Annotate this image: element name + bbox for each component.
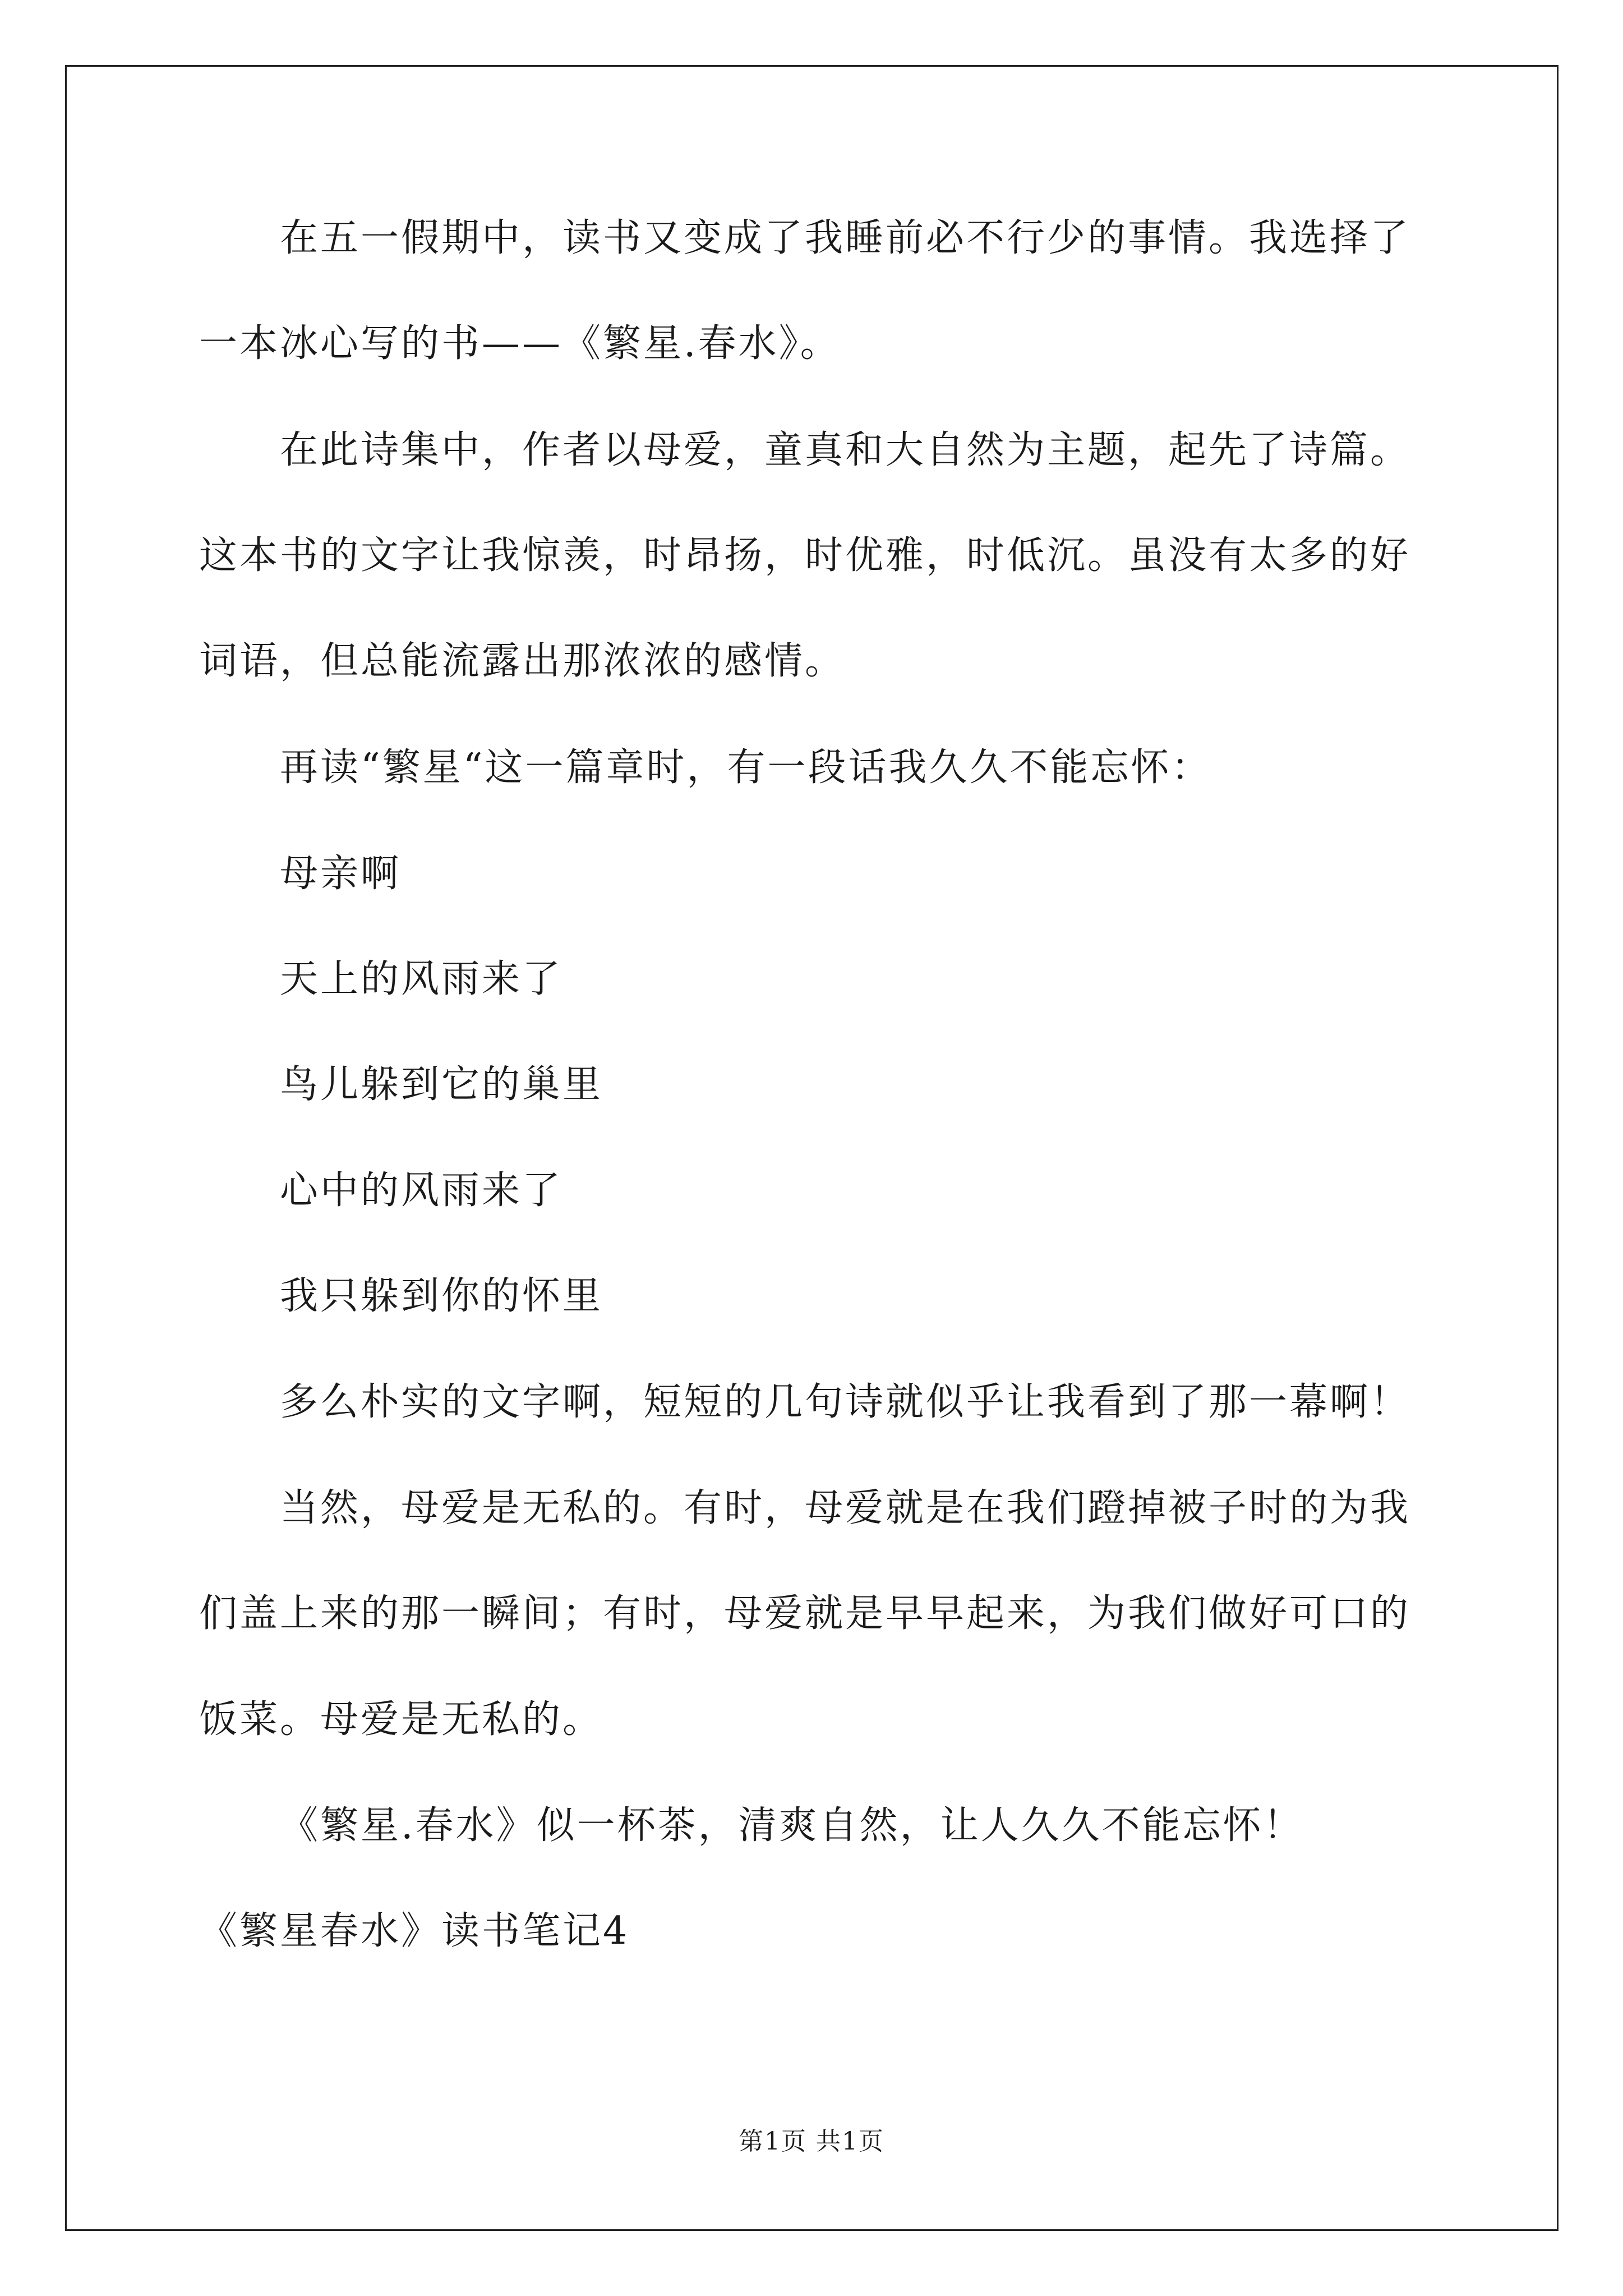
- paragraph-line: 在五一假期中，读书又变成了我睡前必不行少的事情。我选择了: [280, 216, 1411, 260]
- poem-line: 鸟儿躲到它的巢里: [280, 1062, 603, 1107]
- section-heading: 《繁星春水》读书笔记4: [199, 1909, 630, 1953]
- paragraph-line: 们盖上来的那一瞬间；有时，母爱就是早早起来，为我们做好可口的: [199, 1591, 1411, 1636]
- paragraph-line: 这本书的文字让我惊羡，时昂扬，时优雅，时低沉。虽没有太多的好: [199, 533, 1411, 578]
- paragraph-line: 一本冰心写的书——《繁星.春水》。: [199, 321, 841, 366]
- paragraph-line: 词语，但总能流露出那浓浓的感情。: [199, 639, 846, 683]
- paragraph-line: 《繁星.春水》似一杯茶，清爽自然，让人久久不能忘怀！: [280, 1803, 1304, 1848]
- poem-line: 天上的风雨来了: [280, 957, 563, 1001]
- poem-line: 心中的风雨来了: [280, 1168, 563, 1213]
- paragraph-line: 饭菜。母爱是无私的。: [199, 1697, 603, 1742]
- page-border: [65, 65, 1559, 2231]
- paragraph-line: 再读“繁星“这一篇章时，有一段话我久久不能忘怀：: [280, 746, 1212, 790]
- poem-line: 母亲啊: [280, 852, 402, 896]
- poem-line: 我只躲到你的怀里: [280, 1274, 603, 1318]
- paragraph-line: 在此诗集中，作者以母爱，童真和大自然为主题，起先了诗篇。: [280, 428, 1411, 472]
- page-footer: 第1页 共1页: [739, 2127, 884, 2156]
- paragraph-line: 多么朴实的文字啊，短短的几句诗就似乎让我看到了那一幕啊！: [280, 1380, 1411, 1424]
- paragraph-line: 当然，母爱是无私的。有时，母爱就是在我们蹬掉被子时的为我: [280, 1486, 1411, 1530]
